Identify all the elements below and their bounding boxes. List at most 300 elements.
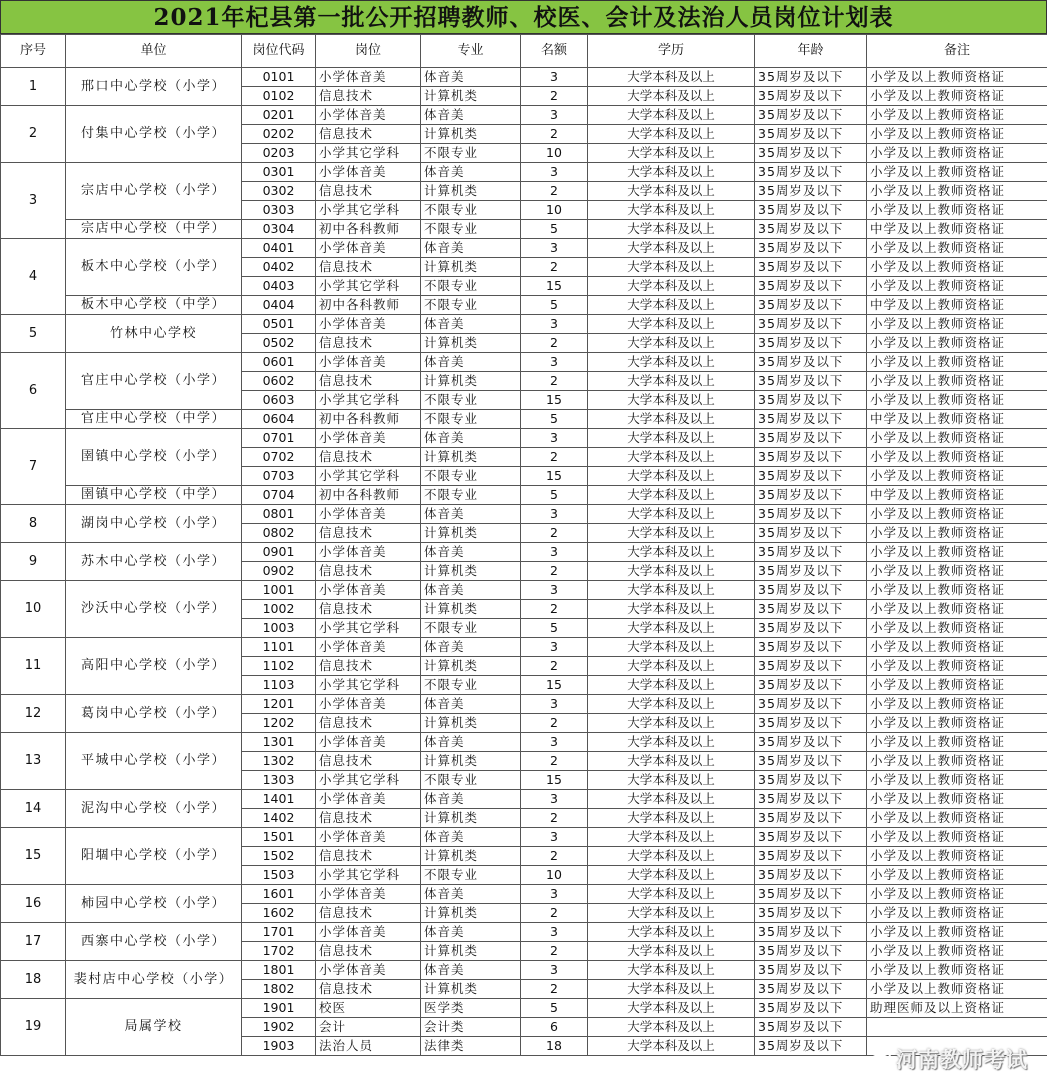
cell-education: 大学本科及以上 [588,163,755,182]
cell-education: 大学本科及以上 [588,429,755,448]
cell-seq: 12 [1,695,66,733]
cell-age: 35周岁及以下 [755,296,867,315]
cell-education: 大学本科及以上 [588,486,755,505]
cell-quota: 5 [521,296,588,315]
cell-major: 计算机类 [421,980,521,999]
cell-unit: 板木中心学校（小学） [66,239,242,296]
table-row [1,68,1047,87]
cell-major: 计算机类 [421,258,521,277]
cell-quota: 2 [521,600,588,619]
cell-code: 1402 [242,809,316,828]
table-row [1,581,1047,600]
cell-code: 1303 [242,771,316,790]
cell-education: 大学本科及以上 [588,410,755,429]
cell-major: 法律类 [421,1037,521,1056]
cell-position: 小学体音美 [316,885,421,904]
cell-major: 不限专业 [421,467,521,486]
cell-remark: 小学及以上教师资格证 [867,277,1047,296]
cell-remark: 助理医师及以上资格证 [867,999,1047,1018]
cell-major: 不限专业 [421,144,521,163]
cell-education: 大学本科及以上 [588,315,755,334]
cell-age: 35周岁及以下 [755,581,867,600]
cell-position: 初中各科教师 [316,410,421,429]
cell-position: 小学体音美 [316,106,421,125]
cell-quota: 3 [521,695,588,714]
cell-remark: 小学及以上教师资格证 [867,144,1047,163]
cell-major: 不限专业 [421,391,521,410]
cell-quota: 2 [521,657,588,676]
cell-unit: 沙沃中心学校（小学） [66,581,242,638]
cell-code: 1701 [242,923,316,942]
cell-major: 不限专业 [421,676,521,695]
cell-unit: 西寨中心学校（小学） [66,923,242,961]
cell-age: 35周岁及以下 [755,676,867,695]
cell-quota: 3 [521,163,588,182]
cell-education: 大学本科及以上 [588,239,755,258]
cell-age: 35周岁及以下 [755,239,867,258]
cell-quota: 2 [521,714,588,733]
cell-major: 体音美 [421,961,521,980]
cell-quota: 2 [521,942,588,961]
cell-quota: 3 [521,543,588,562]
cell-remark: 小学及以上教师资格证 [867,866,1047,885]
cell-age: 35周岁及以下 [755,885,867,904]
table-header-row [1,35,1047,68]
cell-major: 计算机类 [421,942,521,961]
cell-unit: 高阳中心学校（小学） [66,638,242,695]
cell-major: 不限专业 [421,296,521,315]
cell-major: 计算机类 [421,182,521,201]
cell-code: 0203 [242,144,316,163]
cell-age: 35周岁及以下 [755,334,867,353]
cell-major: 计算机类 [421,904,521,923]
cell-position: 小学体音美 [316,163,421,182]
cell-quota: 3 [521,638,588,657]
cell-quota: 2 [521,904,588,923]
cell-seq: 5 [1,315,66,353]
cell-age: 35周岁及以下 [755,961,867,980]
cell-position: 信息技术 [316,562,421,581]
cell-age: 35周岁及以下 [755,1018,867,1037]
cell-position: 小学其它学科 [316,201,421,220]
cell-age: 35周岁及以下 [755,467,867,486]
cell-quota: 3 [521,923,588,942]
cell-code: 0404 [242,296,316,315]
cell-seq: 16 [1,885,66,923]
cell-major: 体音美 [421,163,521,182]
cell-education: 大学本科及以上 [588,923,755,942]
cell-education: 大学本科及以上 [588,87,755,106]
cell-major: 计算机类 [421,524,521,543]
cell-unit: 平城中心学校（小学） [66,733,242,790]
cell-remark: 小学及以上教师资格证 [867,524,1047,543]
cell-unit: 圉镇中心学校（小学） [66,429,242,486]
cell-position: 信息技术 [316,448,421,467]
cell-quota: 3 [521,239,588,258]
cell-position: 信息技术 [316,714,421,733]
cell-remark: 小学及以上教师资格证 [867,980,1047,999]
cell-code: 0701 [242,429,316,448]
cell-quota: 5 [521,999,588,1018]
cell-code: 0703 [242,467,316,486]
cell-major: 体音美 [421,68,521,87]
cell-code: 1702 [242,942,316,961]
cell-education: 大学本科及以上 [588,125,755,144]
cell-quota: 2 [521,809,588,828]
cell-education: 大学本科及以上 [588,182,755,201]
cell-age: 35周岁及以下 [755,999,867,1018]
cell-position: 小学体音美 [316,695,421,714]
cell-age: 35周岁及以下 [755,220,867,239]
cell-code: 0901 [242,543,316,562]
cell-education: 大学本科及以上 [588,980,755,999]
cell-position: 信息技术 [316,904,421,923]
cell-remark: 中学及以上教师资格证 [867,296,1047,315]
cell-education: 大学本科及以上 [588,866,755,885]
cell-education: 大学本科及以上 [588,809,755,828]
header-code: 岗位代码 [242,35,316,68]
cell-position: 小学其它学科 [316,619,421,638]
cell-unit: 付集中心学校（小学） [66,106,242,163]
cell-code: 1601 [242,885,316,904]
cell-age: 35周岁及以下 [755,942,867,961]
page-title: 2021年杞县第一批公开招聘教师、校医、会计及法治人员岗位计划表 [0,0,1047,34]
cell-unit: 宗店中心学校（中学） [66,220,242,239]
cell-education: 大学本科及以上 [588,524,755,543]
cell-position: 信息技术 [316,657,421,676]
cell-position: 信息技术 [316,809,421,828]
table-row [1,163,1047,182]
cell-quota: 15 [521,277,588,296]
cell-education: 大学本科及以上 [588,220,755,239]
cell-code: 1502 [242,847,316,866]
cell-education: 大学本科及以上 [588,657,755,676]
cell-code: 1002 [242,600,316,619]
cell-education: 大学本科及以上 [588,296,755,315]
cell-code: 1602 [242,904,316,923]
cell-seq: 17 [1,923,66,961]
cell-education: 大学本科及以上 [588,144,755,163]
cell-education: 大学本科及以上 [588,581,755,600]
header-unit: 单位 [66,35,242,68]
cell-quota: 3 [521,505,588,524]
cell-unit: 板木中心学校（中学） [66,296,242,315]
cell-major: 计算机类 [421,809,521,828]
cell-major: 体音美 [421,239,521,258]
cell-remark: 小学及以上教师资格证 [867,695,1047,714]
table-row [1,885,1047,904]
cell-position: 信息技术 [316,847,421,866]
cell-education: 大学本科及以上 [588,543,755,562]
cell-code: 1103 [242,676,316,695]
cell-remark: 小学及以上教师资格证 [867,904,1047,923]
cell-education: 大学本科及以上 [588,372,755,391]
cell-quota: 2 [521,524,588,543]
cell-seq: 10 [1,581,66,638]
header-seq: 序号 [1,35,66,68]
cell-position: 初中各科教师 [316,296,421,315]
cell-code: 1101 [242,638,316,657]
cell-position: 信息技术 [316,258,421,277]
table-row [1,505,1047,524]
cell-code: 1901 [242,999,316,1018]
cell-code: 0802 [242,524,316,543]
cell-age: 35周岁及以下 [755,695,867,714]
cell-education: 大学本科及以上 [588,353,755,372]
cell-code: 1201 [242,695,316,714]
cell-age: 35周岁及以下 [755,125,867,144]
cell-education: 大学本科及以上 [588,961,755,980]
cell-education: 大学本科及以上 [588,676,755,695]
cell-major: 不限专业 [421,201,521,220]
cell-remark: 小学及以上教师资格证 [867,752,1047,771]
cell-quota: 15 [521,467,588,486]
table-row [1,999,1047,1018]
cell-age: 35周岁及以下 [755,923,867,942]
cell-code: 1302 [242,752,316,771]
cell-remark: 小学及以上教师资格证 [867,809,1047,828]
cell-education: 大学本科及以上 [588,638,755,657]
cell-age: 35周岁及以下 [755,904,867,923]
cell-education: 大学本科及以上 [588,752,755,771]
header-position: 岗位 [316,35,421,68]
cell-age: 35周岁及以下 [755,524,867,543]
cell-age: 35周岁及以下 [755,638,867,657]
cell-position: 信息技术 [316,182,421,201]
cell-unit: 苏木中心学校（小学） [66,543,242,581]
cell-remark: 小学及以上教师资格证 [867,942,1047,961]
cell-remark: 小学及以上教师资格证 [867,239,1047,258]
recruitment-table [0,34,1047,1056]
cell-quota: 2 [521,182,588,201]
cell-age: 35周岁及以下 [755,106,867,125]
cell-age: 35周岁及以下 [755,828,867,847]
cell-position: 小学其它学科 [316,277,421,296]
cell-code: 0101 [242,68,316,87]
cell-quota: 2 [521,334,588,353]
table-row [1,315,1047,334]
cell-major: 体音美 [421,106,521,125]
cell-major: 体音美 [421,638,521,657]
cell-seq: 7 [1,429,66,505]
cell-major: 计算机类 [421,334,521,353]
cell-major: 计算机类 [421,657,521,676]
watermark-text: 河南教师考试 [896,1048,1028,1072]
cell-seq: 6 [1,353,66,429]
cell-position: 校医 [316,999,421,1018]
cell-seq: 9 [1,543,66,581]
cell-code: 0603 [242,391,316,410]
cell-quota: 3 [521,106,588,125]
cell-code: 1802 [242,980,316,999]
cell-code: 0304 [242,220,316,239]
table-row [1,638,1047,657]
cell-major: 体音美 [421,543,521,562]
cell-code: 0301 [242,163,316,182]
cell-position: 小学体音美 [316,353,421,372]
cell-position: 小学其它学科 [316,467,421,486]
cell-code: 0303 [242,201,316,220]
table-row [1,923,1047,942]
cell-major: 不限专业 [421,619,521,638]
cell-unit: 阳堌中心学校（小学） [66,828,242,885]
cell-quota: 2 [521,87,588,106]
cell-major: 计算机类 [421,125,521,144]
cell-unit: 局属学校 [66,999,242,1056]
cell-education: 大学本科及以上 [588,942,755,961]
cell-unit: 湖岗中心学校（小学） [66,505,242,543]
cell-remark: 小学及以上教师资格证 [867,163,1047,182]
cell-position: 信息技术 [316,125,421,144]
cell-code: 0601 [242,353,316,372]
cell-remark: 小学及以上教师资格证 [867,676,1047,695]
cell-remark: 小学及以上教师资格证 [867,771,1047,790]
cell-position: 小学体音美 [316,828,421,847]
cell-code: 0704 [242,486,316,505]
cell-major: 计算机类 [421,847,521,866]
cell-unit: 官庄中心学校（中学） [66,410,242,429]
cell-education: 大学本科及以上 [588,334,755,353]
cell-major: 不限专业 [421,771,521,790]
cell-major: 不限专业 [421,866,521,885]
header-major: 专业 [421,35,521,68]
cell-code: 1903 [242,1037,316,1056]
cell-education: 大学本科及以上 [588,258,755,277]
cell-code: 1801 [242,961,316,980]
cell-position: 信息技术 [316,942,421,961]
cell-age: 35周岁及以下 [755,771,867,790]
cell-position: 小学体音美 [316,581,421,600]
cell-major: 医学类 [421,999,521,1018]
cell-code: 0604 [242,410,316,429]
cell-code: 0502 [242,334,316,353]
table-row [1,239,1047,258]
cell-position: 信息技术 [316,980,421,999]
cell-age: 35周岁及以下 [755,68,867,87]
cell-remark: 小学及以上教师资格证 [867,448,1047,467]
table-row [1,543,1047,562]
cell-code: 0402 [242,258,316,277]
cell-major: 计算机类 [421,448,521,467]
cell-major: 不限专业 [421,220,521,239]
cell-quota: 5 [521,410,588,429]
cell-quota: 2 [521,752,588,771]
cell-position: 小学体音美 [316,923,421,942]
cell-remark: 小学及以上教师资格证 [867,847,1047,866]
cell-remark: 小学及以上教师资格证 [867,562,1047,581]
cell-position: 小学体音美 [316,505,421,524]
cell-position: 信息技术 [316,372,421,391]
cell-quota: 3 [521,885,588,904]
cell-quota: 15 [521,391,588,410]
cell-age: 35周岁及以下 [755,182,867,201]
cell-age: 35周岁及以下 [755,391,867,410]
cell-quota: 10 [521,866,588,885]
cell-remark: 小学及以上教师资格证 [867,733,1047,752]
cell-position: 小学体音美 [316,543,421,562]
cell-position: 小学其它学科 [316,676,421,695]
cell-position: 初中各科教师 [316,220,421,239]
cell-code: 1001 [242,581,316,600]
cell-education: 大学本科及以上 [588,277,755,296]
cell-quota: 2 [521,125,588,144]
cell-remark: 小学及以上教师资格证 [867,201,1047,220]
cell-education: 大学本科及以上 [588,201,755,220]
cell-remark: 小学及以上教师资格证 [867,828,1047,847]
cell-remark: 小学及以上教师资格证 [867,505,1047,524]
cell-age: 35周岁及以下 [755,163,867,182]
cell-quota: 3 [521,961,588,980]
cell-quota: 15 [521,676,588,695]
table-row [1,733,1047,752]
cell-unit: 裴村店中心学校（小学） [66,961,242,999]
cell-remark: 小学及以上教师资格证 [867,923,1047,942]
cell-age: 35周岁及以下 [755,410,867,429]
cell-major: 不限专业 [421,410,521,429]
cell-position: 小学体音美 [316,239,421,258]
cell-quota: 5 [521,619,588,638]
cell-code: 1401 [242,790,316,809]
cell-remark: 小学及以上教师资格证 [867,714,1047,733]
header-education: 学历 [588,35,755,68]
cell-remark [867,1037,1047,1056]
cell-remark: 小学及以上教师资格证 [867,657,1047,676]
cell-remark: 小学及以上教师资格证 [867,600,1047,619]
cell-age: 35周岁及以下 [755,562,867,581]
cell-age: 35周岁及以下 [755,505,867,524]
cell-unit: 宗店中心学校（小学） [66,163,242,220]
cell-major: 体音美 [421,923,521,942]
cell-major: 体音美 [421,505,521,524]
cell-quota: 3 [521,68,588,87]
cell-code: 0902 [242,562,316,581]
cell-remark [867,1018,1047,1037]
cell-major: 计算机类 [421,752,521,771]
cell-unit: 柿园中心学校（小学） [66,885,242,923]
cell-age: 35周岁及以下 [755,714,867,733]
cell-major: 体音美 [421,695,521,714]
cell-age: 35周岁及以下 [755,733,867,752]
cell-quota: 3 [521,581,588,600]
cell-code: 0102 [242,87,316,106]
cell-remark: 小学及以上教师资格证 [867,467,1047,486]
cell-position: 小学其它学科 [316,144,421,163]
cell-position: 信息技术 [316,524,421,543]
cell-quota: 2 [521,448,588,467]
cell-major: 体音美 [421,315,521,334]
cell-remark: 小学及以上教师资格证 [867,334,1047,353]
cell-major: 计算机类 [421,600,521,619]
cell-seq: 8 [1,505,66,543]
cell-age: 35周岁及以下 [755,657,867,676]
cell-quota: 2 [521,847,588,866]
cell-education: 大学本科及以上 [588,619,755,638]
cell-education: 大学本科及以上 [588,562,755,581]
cell-age: 35周岁及以下 [755,543,867,562]
cell-quota: 3 [521,733,588,752]
cell-code: 1503 [242,866,316,885]
cell-age: 35周岁及以下 [755,277,867,296]
cell-remark: 小学及以上教师资格证 [867,182,1047,201]
cell-education: 大学本科及以上 [588,1018,755,1037]
cell-unit: 圉镇中心学校（中学） [66,486,242,505]
cell-education: 大学本科及以上 [588,505,755,524]
cell-position: 小学体音美 [316,429,421,448]
cell-age: 35周岁及以下 [755,448,867,467]
table-row [1,790,1047,809]
cell-position: 小学体音美 [316,790,421,809]
cell-remark: 小学及以上教师资格证 [867,638,1047,657]
